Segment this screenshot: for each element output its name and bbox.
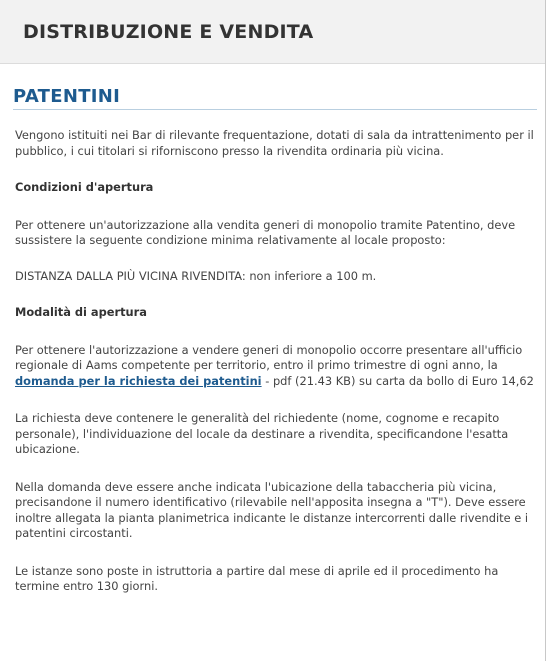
modality-text-after-link: - pdf (21.43 KB) su carta da bollo di Euro 14,62	[261, 373, 534, 388]
application-form-link[interactable]: domanda per la richiesta dei patentini	[15, 373, 262, 388]
modality-text-before-link: Per ottenere l'autorizzazione a vendere generi di monopolio occorre presentare all'ufficio regionale di Aams competente per territorio, entro il primo trimestre di ogni anno, la	[15, 342, 523, 372]
page-title: DISTRIBUZIONE E VENDITA	[23, 21, 314, 43]
intro-paragraph: Vengono istituiti nei Bar di rilevante frequentazione, dotati di sala da intrattenimento per il pubblico, i cui titolari si riforniscono presso la rivendita ordinaria più vicina.	[15, 128, 534, 158]
conditions-paragraph: Per ottenere un'autorizzazione alla vendita generi di monopolio tramite Patentino, deve sussistere la seguente condizione minima relativamente al locale proposto:	[15, 217, 516, 247]
top-header	[0, 0, 545, 64]
distance-requirement: DISTANZA DALLA PIÙ VICINA RIVENDITA: non inferiore a 100 m.	[15, 268, 377, 283]
conditions-heading: Condizioni d'apertura	[15, 180, 154, 194]
section-title: PATENTINI	[13, 86, 537, 110]
main-content	[0, 64, 545, 595]
modality-heading: Modalità di apertura	[15, 305, 147, 319]
request-contents-paragraph: La richiesta deve contenere le generalità del richiedente (nome, cognome e recapito personale), l'individuazione del locale da destinare a rivendita, specificandone l'esatta ubicazione.	[15, 411, 509, 456]
modality-paragraph	[15, 343, 537, 390]
timeline-paragraph: Le istanze sono poste in istruttoria a partire dal mese di aprile ed il procedimento ha termine entro 130 giorni.	[15, 563, 499, 593]
location-info-paragraph: Nella domanda deve essere anche indicata l'ubicazione della tabaccheria più vicina, precisandone il numero identificativo (rilevabile nell'apposita insegna a "T"). Deve essere inoltre allegata la pianta planimetrica indicante le distanze intercorrenti dalle rivendite e i patentini circostanti.	[15, 479, 529, 540]
